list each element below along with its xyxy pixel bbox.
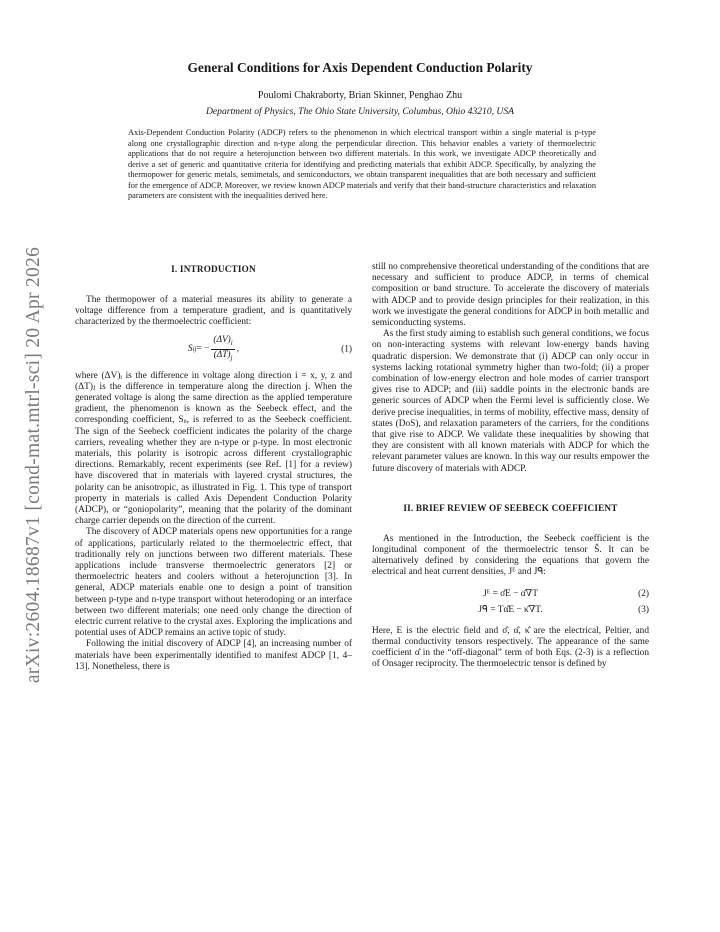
eq3-label: (3) bbox=[638, 604, 649, 615]
paper-authors: Poulomi Chakraborty, Brian Skinner, Penghao Zhu bbox=[257, 90, 463, 101]
eq1-lhs-sub: ij bbox=[192, 345, 197, 353]
eq1-lhs: S bbox=[187, 344, 193, 354]
eq1-label: (1) bbox=[341, 344, 352, 355]
seebeck-paragraph-2: Here, E is the electric field and σ̂, α̂, κ̂ are the electrical, Peltier, and thermal conductivity tensors respectively. The appearance of the same coefficient α̂ in the “off-diagonal” term of both Eqs. (2-3) is a reflection of Onsager reciprocity. The thermoelectric tensor is defined by bbox=[372, 625, 649, 670]
left-column bbox=[75, 262, 352, 673]
intro-paragraph-1: The thermopower of a material measures its ability to generate a voltage difference from a temperature gradient, and is quantitatively characterized by the thermoelectric coefficient: bbox=[75, 295, 352, 328]
intro-paragraph-3: The discovery of ADCP materials opens new opportunities for a range of applications, particularly related to the thermoelectric effect, that traditionally rely on junctions between two different materials. These applications include transverse thermoelectric generators [2] or thermoelectric heaters and coolers without a heterojunction [3]. In general, ADCP materials enable one to design a point of transition between p-type and n-type transport without heterodoping or an interface between two different materials; one need only change the direction of electric current relative to the crystal axes. Exploring the implications and potential uses of ADCP remains an active topic of study. bbox=[75, 527, 352, 639]
equations-2-3 bbox=[372, 586, 649, 618]
eq1-comma: , bbox=[236, 344, 240, 354]
eq1-denominator: (ΔT) bbox=[213, 350, 231, 361]
eq1-numerator-sub: i bbox=[230, 339, 233, 348]
section-seebeck-heading: II. BRIEF REVIEW OF SEEBECK COEFFICIENT bbox=[403, 502, 618, 513]
right-column bbox=[372, 262, 649, 670]
eq1-equals: = − bbox=[196, 344, 210, 354]
intro-paragraph-2: where (ΔV)ᵢ is the difference in voltage along direction i = x, y, z and (ΔT)ⱼ is the difference in temperature along the direction j. When the generated voltage is along the same direction as the applied temperature gradient, the phenomenon is known as the Seebeck effect, and the corresponding coefficient, Sᵢᵢ, is referred to as the Seebeck coefficient. The sign of the Seebeck coefficient indicates the polarity of the charge carriers, revealing whether they are n-type or p-type. In most electronic materials, this polarity is isotropic across different crystallographic directions. Remarkably, recent experiments (see Ref. [1] for a review) have discovered that in materials with layered crystal structures, the polarity can be anisotropic, as illustrated in Fig. 1. This type of transport property in materials is called Axis Dependent Conduction Polarity (ADCP), or “goniopolarity”, meaning that the polarity of the dominant charge carrier depends on the direction of the current. bbox=[75, 370, 352, 527]
equation-2 bbox=[372, 586, 649, 602]
equation-1 bbox=[75, 337, 352, 363]
eq2-body: Jᴱ = σ̂E − α̂∇T bbox=[483, 588, 538, 599]
abstract: Axis-Dependent Conduction Polarity (ADCP) refers to the phenomenon in which electrical transport within a single material is p-type along one crystallographic direction and n-type along the perpendicular direction. This behavior enables a variety of thermoelectric applications that do not require a heterojunction between two different materials. In this work, we investigate ADCP theoretically and derive a set of generic and quantitative criteria for identifying and predicting materials that exhibit ADCP. Specifically, by analyzing the thermopower for generic metals, semimetals, and semiconductors, we obtain transparent inequalities that are both necessary and sufficient for the emergence of ADCP. Moreover, we review known ADCP materials and verify that their band-structure characteristics and relaxation parameters are consistent with the inequalities derived here. bbox=[128, 128, 596, 201]
eq2-label: (2) bbox=[638, 588, 649, 599]
paper-title: General Conditions for Axis Dependent Conduction Polarity bbox=[187, 60, 533, 75]
section-introduction-heading: I. INTRODUCTION bbox=[171, 264, 256, 274]
eq1-numerator: (ΔV) bbox=[213, 335, 231, 346]
eq3-body: Jᑫ = Tα̂E − κ̂∇T. bbox=[478, 604, 543, 615]
equation-3 bbox=[372, 602, 649, 618]
intro-paragraph-5: still no comprehensive theoretical understanding of the conditions that are necessary and sufficient to produce ADCP, in terms of chemical composition or band structure. To accelerate the discovery of materials with ADCP and to provide design principles for their realization, in this work we investigate the general conditions for ADCP in both metallic and semiconducting systems. bbox=[372, 262, 649, 329]
eq1-fraction bbox=[211, 335, 234, 364]
intro-paragraph-6: As the first study aiming to establish such general conditions, we focus on non-interacting systems with relevant low-energy bands having quadratic dispersion. We demonstrate that (i) ADCP can only occur in systems lacking rotational symmetry higher than two-fold; (ii) a proper combination of low-energy electron and hole modes of carrier transport gives rise to ADCP; and (iii) saddle points in the electronic bands are generic sources of ADCP when the Fermi level is sufficiently close. We derive precise inequalities, in terms of mobility, effective mass, density of states (DoS), and relaxation parameters of the carriers, for the conditions that give rise to ADCP. We validate these inequalities by showing that they are consistent with all known materials with ADCP for which the relevant parameter values are known. In this way our results empower the future discovery of materials with ADCP. bbox=[372, 329, 649, 474]
arxiv-id: arXiv:2604.18687v1 [cond-mat.mtrl-sci] 20 Apr 2026 bbox=[23, 246, 44, 684]
seebeck-paragraph-1: As mentioned in the Introduction, the Seebeck coefficient is the longitudinal component of the thermoelectric tensor Ŝ. It can be alternatively defined by considering the equations that govern the electrical and heat current densities, Jᴱ and Jᑫ: bbox=[372, 533, 649, 578]
eq1-denominator-sub: j bbox=[230, 353, 233, 362]
paper-affiliation: Department of Physics, The Ohio State University, Columbus, Ohio 43210, USA bbox=[205, 106, 515, 117]
intro-paragraph-4: Following the initial discovery of ADCP [4], an increasing number of materials have been experimentally identified to manifest ADCP [1, 4–13]. Nonetheless, there is bbox=[75, 639, 352, 672]
arxiv-sidebar-stamp bbox=[18, 215, 50, 715]
